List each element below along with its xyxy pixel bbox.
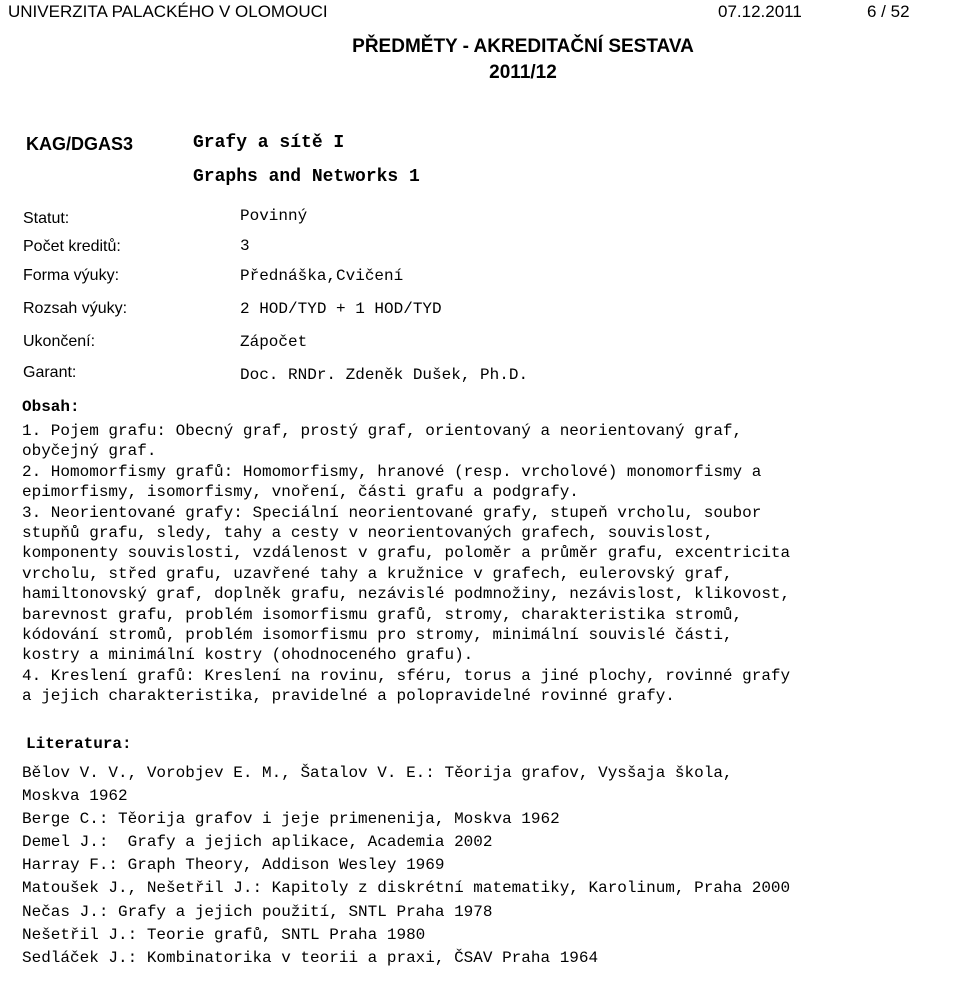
status-label: Statut: (23, 210, 70, 227)
guarantor-label: Garant: (23, 364, 77, 381)
report-date: 07.12.2011 (718, 2, 802, 21)
content-line: obyčejný graf. (22, 442, 157, 461)
literature-item: Matoušek J., Nešetřil J.: Kapitoly z diskrétní matematiky, Karolinum, Praha 2000 (22, 879, 791, 898)
literature-item: Demel J.: Grafy a jejich aplikace, Academia 2002 (22, 833, 493, 852)
credits-label: Počet kreditů: (23, 238, 121, 255)
content-line: kostry a minimální kostry (ohodnoceného grafu). (22, 646, 474, 665)
content-line: komponenty souvislosti, vzdálenost v grafu, poloměr a průměr grafu, excentricita (22, 544, 791, 563)
status-value: Povinný (240, 207, 308, 225)
content-line: epimorfismy, isomorfismy, vnoření, části grafu a podgrafy. (22, 483, 579, 502)
content-line: vrcholu, střed grafu, uzavřené tahy a kružnice v grafech, eulerovský graf, (22, 564, 733, 583)
content-line: 2. Homomorfismy grafů: Homomorfismy, hranové (resp. vrcholové) monomorfismy a (22, 462, 762, 481)
literature-item: Nečas J.: Grafy a jejich použití, SNTL Praha 1978 (22, 902, 493, 921)
completion-label: Ukončení: (23, 333, 96, 350)
academic-year: 2011/12 (489, 62, 557, 83)
literature-list (22, 762, 957, 970)
content-line: stupňů grafu, sledy, tahy a cesty v neorientovaných grafech, souvislost, (22, 523, 714, 542)
content-line: barevnost grafu, problém isomorfismu grafů, stromy, charakteristika stromů, (22, 605, 743, 624)
content-line: 4. Kreslení grafů: Kreslení na rovinu, sféru, torus a jiné plochy, rovinné grafy (22, 666, 791, 685)
form-value: Přednáška,Cvičení (240, 267, 404, 285)
content-line: a jejich charakteristika, pravidelné a polopravidelné rovinné grafy. (22, 687, 675, 706)
credits-value: 3 (240, 237, 250, 255)
content-line: 1. Pojem grafu: Obecný graf, prostý graf, orientovaný a neorientovaný graf, (22, 422, 743, 440)
course-title-english: Graphs and Networks 1 (193, 167, 420, 187)
content-line: 3. Neorientované grafy: Speciální neorientované grafy, stupeň vrcholu, soubor (22, 503, 762, 522)
course-title-czech: Grafy a sítě I (193, 133, 345, 153)
form-label: Forma výuky: (23, 267, 120, 284)
literature-item: Harray F.: Graph Theory, Addison Wesley 1969 (22, 856, 445, 875)
completion-value: Zápočet (240, 333, 308, 351)
scope-value: 2 HOD/TYD + 1 HOD/TYD (240, 300, 442, 318)
document-title: PŘEDMĚTY - AKREDITAČNÍ SESTAVA (352, 36, 694, 57)
university-name: UNIVERZITA PALACKÉHO V OLOMOUCI (8, 2, 328, 21)
literature-item: Berge C.: Těorija grafov i jeje primenenija, Moskva 1962 (22, 810, 560, 829)
content-text (22, 421, 957, 706)
content-line: hamiltonovský graf, doplněk grafu, nezávislé podmnožiny, nezávislost, klikovost, (22, 585, 791, 604)
course-code: KAG/DGAS3 (26, 134, 134, 154)
literature-item: Moskva 1962 (22, 787, 128, 806)
literature-item: Bělov V. V., Vorobjev E. M., Šatalov V. E.: Těorija grafov, Vysšaja škola, (22, 764, 733, 782)
content-line: kódování stromů, problém isomorfismu pro stromy, minimální souvislé části, (22, 625, 733, 644)
literature-item: Nešetřil J.: Teorie grafů, SNTL Praha 1980 (22, 925, 426, 944)
page-number: 6 / 52 (867, 2, 910, 21)
literature-item: Sedláček J.: Kombinatorika v teorii a praxi, ČSAV Praha 1964 (22, 948, 599, 967)
literature-heading: Literatura: (26, 735, 132, 753)
scope-label: Rozsah výuky: (23, 300, 128, 317)
guarantor-value: Doc. RNDr. Zdeněk Dušek, Ph.D. (240, 366, 529, 384)
content-heading: Obsah: (22, 398, 80, 416)
